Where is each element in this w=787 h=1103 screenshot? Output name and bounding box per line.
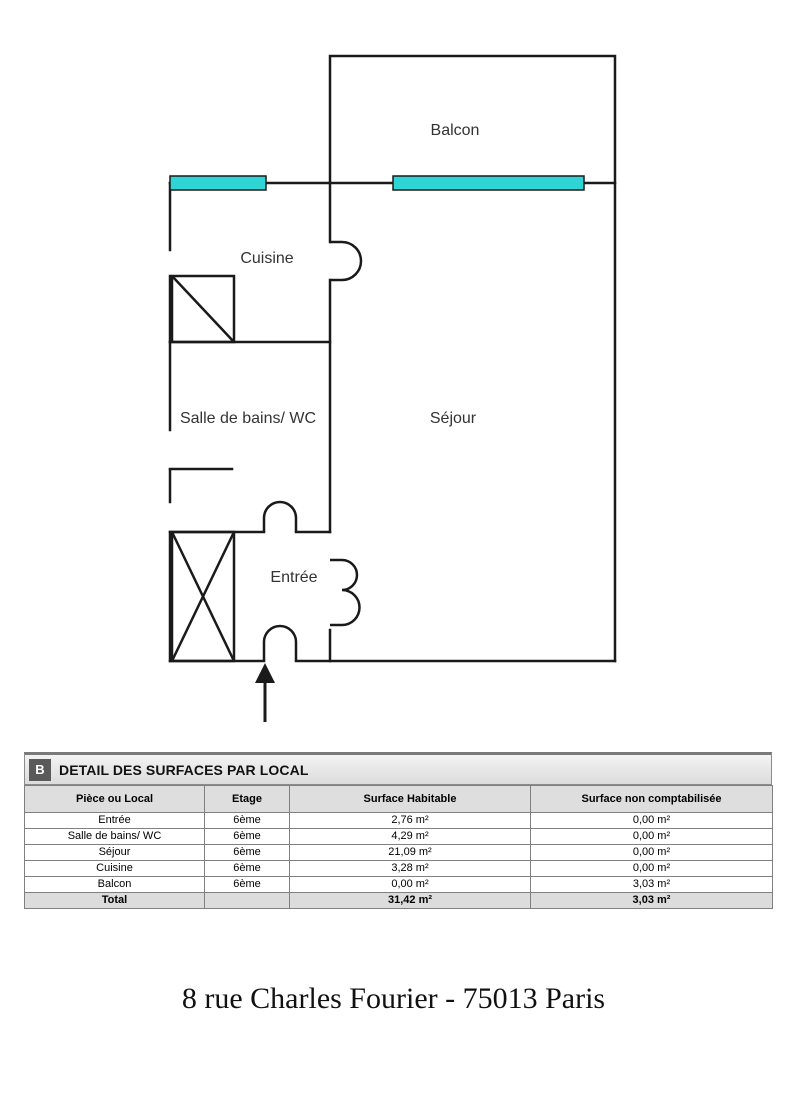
cell-surface-habitable: 0,00 m²: [290, 877, 531, 893]
section-title: DETAIL DES SURFACES PAR LOCAL: [59, 761, 309, 778]
table-row: [25, 861, 773, 877]
section-letter-badge: B: [29, 759, 51, 781]
cell-surface-non-comptabilisee: 0,00 m²: [531, 829, 773, 845]
property-address: 8 rue Charles Fourier - 75013 Paris: [181, 982, 606, 1015]
cell-surface-non-comptabilisee: 3,03 m²: [531, 877, 773, 893]
cell-piece: Salle de bains/ WC: [25, 829, 205, 845]
cell-surface-habitable: 4,29 m²: [290, 829, 531, 845]
cell-piece: Cuisine: [25, 861, 205, 877]
entrance-arrow: [255, 663, 275, 722]
cell-etage: 6ème: [205, 861, 290, 877]
col-header-surface-habitable: Surface Habitable: [290, 786, 531, 813]
cell-total-surface-habitable: 31,42 m²: [290, 893, 531, 909]
kitchen-appliance: [172, 276, 234, 342]
table-row: [25, 813, 773, 829]
col-header-etage: Etage: [205, 786, 290, 813]
table-row: [25, 829, 773, 845]
cell-total-surface-non-comptabilisee: 3,03 m²: [531, 893, 773, 909]
table-row: [25, 877, 773, 893]
table-header-row: [25, 786, 773, 813]
cell-total-label: Total: [25, 893, 205, 909]
cell-surface-non-comptabilisee: 0,00 m²: [531, 861, 773, 877]
cell-etage: 6ème: [205, 877, 290, 893]
surface-table: [24, 785, 773, 909]
cell-surface-habitable: 3,28 m²: [290, 861, 531, 877]
cell-total-etage: [205, 893, 290, 909]
section-header: [24, 752, 772, 785]
surface-detail-panel: [24, 752, 772, 909]
doors: [264, 242, 361, 661]
kitchen-window: [170, 176, 266, 190]
cell-surface-habitable: 2,76 m²: [290, 813, 531, 829]
cell-surface-non-comptabilisee: 0,00 m²: [531, 813, 773, 829]
closet: [172, 532, 234, 661]
sejour-window: [393, 176, 584, 190]
room-label-entree: Entrée: [270, 569, 318, 586]
cell-piece: Entrée: [25, 813, 205, 829]
cell-etage: 6ème: [205, 813, 290, 829]
cell-piece: Séjour: [25, 845, 205, 861]
col-header-piece: Pièce ou Local: [25, 786, 205, 813]
cell-piece: Balcon: [25, 877, 205, 893]
table-row: [25, 845, 773, 861]
cell-etage: 6ème: [205, 829, 290, 845]
room-label-sdb: Salle de bains/ WC: [179, 410, 317, 427]
cell-surface-habitable: 21,09 m²: [290, 845, 531, 861]
room-label-balcon: Balcon: [430, 122, 480, 139]
col-header-surface-non-comptabilisee: Surface non comptabilisée: [531, 786, 773, 813]
room-label-sejour: Séjour: [429, 410, 477, 427]
walls: [170, 56, 615, 661]
room-label-cuisine: Cuisine: [240, 250, 294, 267]
cell-etage: 6ème: [205, 845, 290, 861]
cell-surface-non-comptabilisee: 0,00 m²: [531, 845, 773, 861]
table-total-row: [25, 893, 773, 909]
